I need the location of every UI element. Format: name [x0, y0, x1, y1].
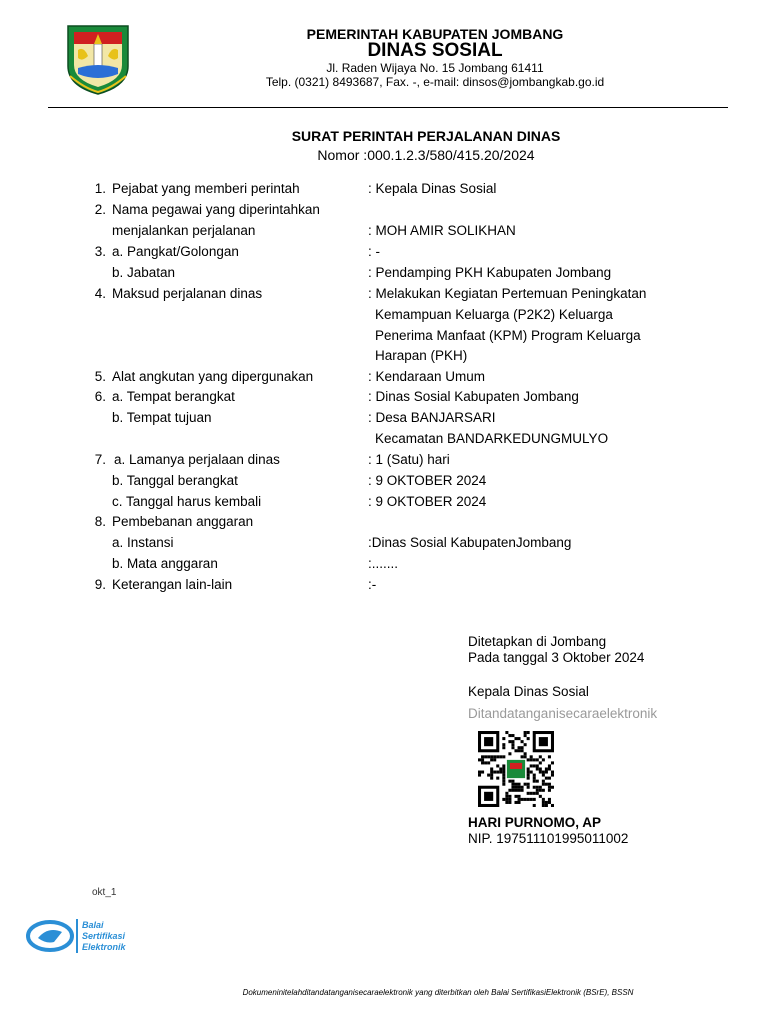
item-value: : Desa BANJARSARI — [368, 410, 496, 425]
item-number: 9. — [94, 577, 106, 592]
item-value: : Melakukan Kegiatan Pertemuan Peningkatan — [368, 286, 647, 301]
item-number: 4. — [94, 286, 106, 301]
bsre-logo — [24, 916, 154, 956]
item-value: : Kepala Dinas Sosial — [368, 181, 497, 196]
document-title: SURAT PERINTAH PERJALANAN DINAS — [291, 128, 561, 144]
item-value-continued: Penerima Manfaat (KPM) Program Keluarga — [375, 328, 641, 343]
item-value-continued: Kemampuan Keluarga (P2K2) Keluarga — [375, 307, 613, 322]
item-sublabel: b. Mata anggaran — [112, 556, 218, 571]
item-label: Keterangan lain-lain — [112, 577, 233, 592]
signatory-nip: NIP. 197511101995011002 — [468, 831, 629, 846]
item-number: 2. — [94, 202, 106, 217]
item-sublabel: c. Tanggal harus kembali — [112, 494, 262, 509]
item-number: 3. — [94, 244, 106, 259]
electronic-signature-note: Ditandatanganisecaraelektronik — [468, 706, 658, 721]
item-value-continued: Kecamatan BANDARKEDUNGMULYO — [375, 431, 609, 446]
header-government-name: PEMERINTAH KABUPATEN JOMBANG — [306, 26, 564, 42]
item-number: 8. — [94, 514, 106, 529]
item-value: : Dinas Sosial Kabupaten Jombang — [368, 389, 579, 404]
item-value: :....... — [368, 556, 399, 571]
header-divider — [48, 107, 728, 108]
item-label: Pejabat yang memberi perintah — [112, 181, 300, 196]
item-label: a. Tempat berangkat — [112, 389, 235, 404]
svg-text:Balai: Balai — [82, 920, 104, 930]
electronic-signature-footnote: Dokumeninitelahditandatanganisecaraelektronik yang diterbitkan oleh Balai SertifikasiElektronik (BSrE), BSSN — [242, 988, 634, 997]
document-number: Nomor :000.1.2.3/580/415.20/2024 — [317, 147, 535, 163]
item-value: :Dinas Sosial KabupatenJombang — [368, 535, 572, 550]
item-value: : - — [368, 244, 380, 259]
item-label: Maksud perjalanan dinas — [112, 286, 263, 301]
item-label-continued: menjalankan perjalanan — [112, 223, 256, 238]
item-label: a. Pangkat/Golongan — [112, 244, 239, 259]
item-label: a. Lamanya perjalaan dinas — [114, 452, 280, 467]
signature-qr-code — [472, 731, 560, 807]
svg-text:Sertifikasi: Sertifikasi — [82, 931, 126, 941]
svg-text:Elektronik: Elektronik — [82, 942, 126, 952]
item-label: Alat angkutan yang dipergunakan — [112, 369, 314, 384]
item-sublabel: b. Tanggal berangkat — [112, 473, 238, 488]
item-label: Nama pegawai yang diperintahkan — [112, 202, 320, 217]
item-value: : 1 (Satu) hari — [368, 452, 450, 467]
item-value: : Kendaraan Umum — [368, 369, 486, 384]
item-value: : Pendamping PKH Kabupaten Jombang — [368, 265, 612, 280]
header-address: Jl. Raden Wijaya No. 15 Jombang 61411 — [326, 61, 544, 75]
item-sublabel: b. Jabatan — [112, 265, 176, 280]
item-value: :- — [368, 577, 377, 592]
item-number: 7. — [94, 452, 106, 467]
jombang-coat-of-arms-logo — [64, 22, 132, 96]
item-value-continued: Harapan (PKH) — [375, 348, 468, 363]
header-contact: Telp. (0321) 8493687, Fax. -, e-mail: dinsos@jombangkab.go.id — [265, 75, 605, 89]
item-sublabel: b. Tempat tujuan — [112, 410, 212, 425]
item-sublabel: a. Instansi — [112, 535, 174, 550]
item-label: Pembebanan anggaran — [112, 514, 254, 529]
signature-position: Kepala Dinas Sosial — [468, 684, 589, 699]
document-id: okt_1 — [92, 887, 117, 898]
item-number: 5. — [94, 369, 106, 384]
signatory-name: HARI PURNOMO, AP — [468, 815, 602, 830]
signature-date: Pada tanggal 3 Oktober 2024 — [468, 650, 645, 665]
signature-place: Ditetapkan di Jombang — [468, 634, 607, 649]
item-value: : 9 OKTOBER 2024 — [368, 494, 487, 509]
header-agency-name: DINAS SOSIAL — [367, 40, 503, 61]
item-value: : MOH AMIR SOLIKHAN — [368, 223, 516, 238]
item-number: 1. — [94, 181, 106, 196]
item-number: 6. — [94, 389, 106, 404]
item-value: : 9 OKTOBER 2024 — [368, 473, 487, 488]
